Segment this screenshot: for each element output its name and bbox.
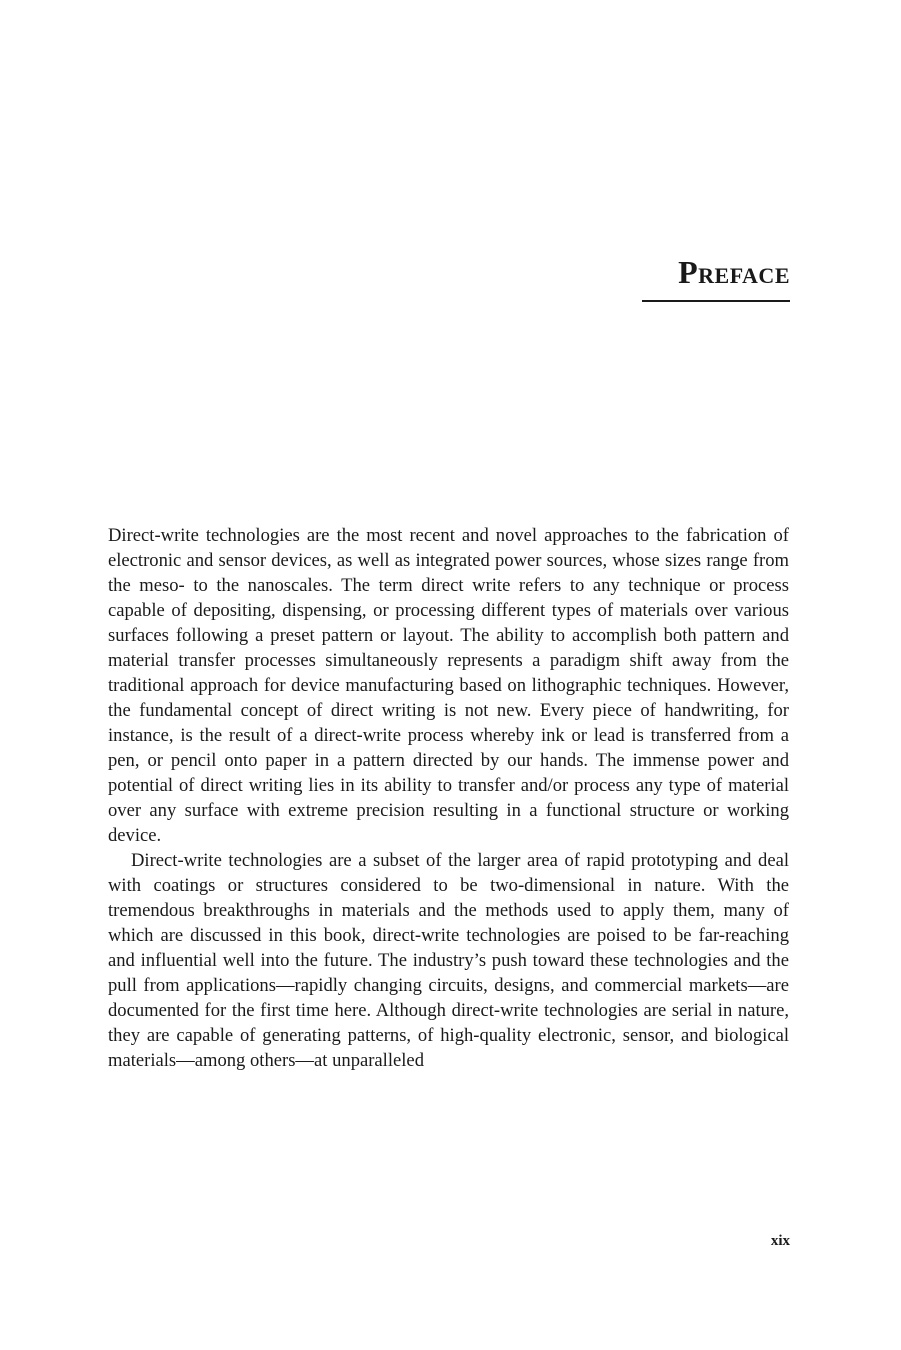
heading-rule — [642, 300, 790, 302]
page-title: Preface — [678, 254, 790, 290]
heading-block — [678, 252, 790, 292]
paragraph-2: Direct-write technologies are a subset of the larger area of rapid prototyping and deal with coatings or structures considered to be two-dimensional in nature. With the tremendous breakthroughs in materials and the methods used to apply them, many of which are discussed in this book, direct-write technologies are poised to be far-reaching and influential well into the future. The industry’s push toward these technologies and the pull from applications—rapidly changing circuits, designs, and commercial markets—are documented for the first time here. Although direct-write technologies are serial in nature, they are capable of generating patterns, of high-quality electronic, sensor, and biological materials—among others—at unparalleled — [108, 850, 789, 1071]
paragraph-1: Direct-write technologies are the most recent and novel approaches to the fabrication of electronic and sensor devices, as well as integrated power sources, whose sizes range from the meso- to the nanoscales. The term direct write refers to any technique or process capable of depositing, dispensing, or processing different types of materials over various surfaces following a preset pattern or layout. The ability to accomplish both pattern and material transfer processes simultaneously represents a paradigm shift away from the traditional approach for device manufacturing based on lithographic techniques. However, the fundamental concept of direct writing is not new. Every piece of handwriting, for instance, is the result of a direct-write process whereby ink or lead is transferred from a pen, or pencil onto paper in a pattern directed by our hands. The immense power and potential of direct writing lies in its ability to transfer and/or process any type of material over any surface with extreme precision resulting in a functional structure or working device. — [108, 525, 789, 846]
body-text — [108, 523, 789, 1073]
page-number: xix — [770, 1233, 790, 1249]
